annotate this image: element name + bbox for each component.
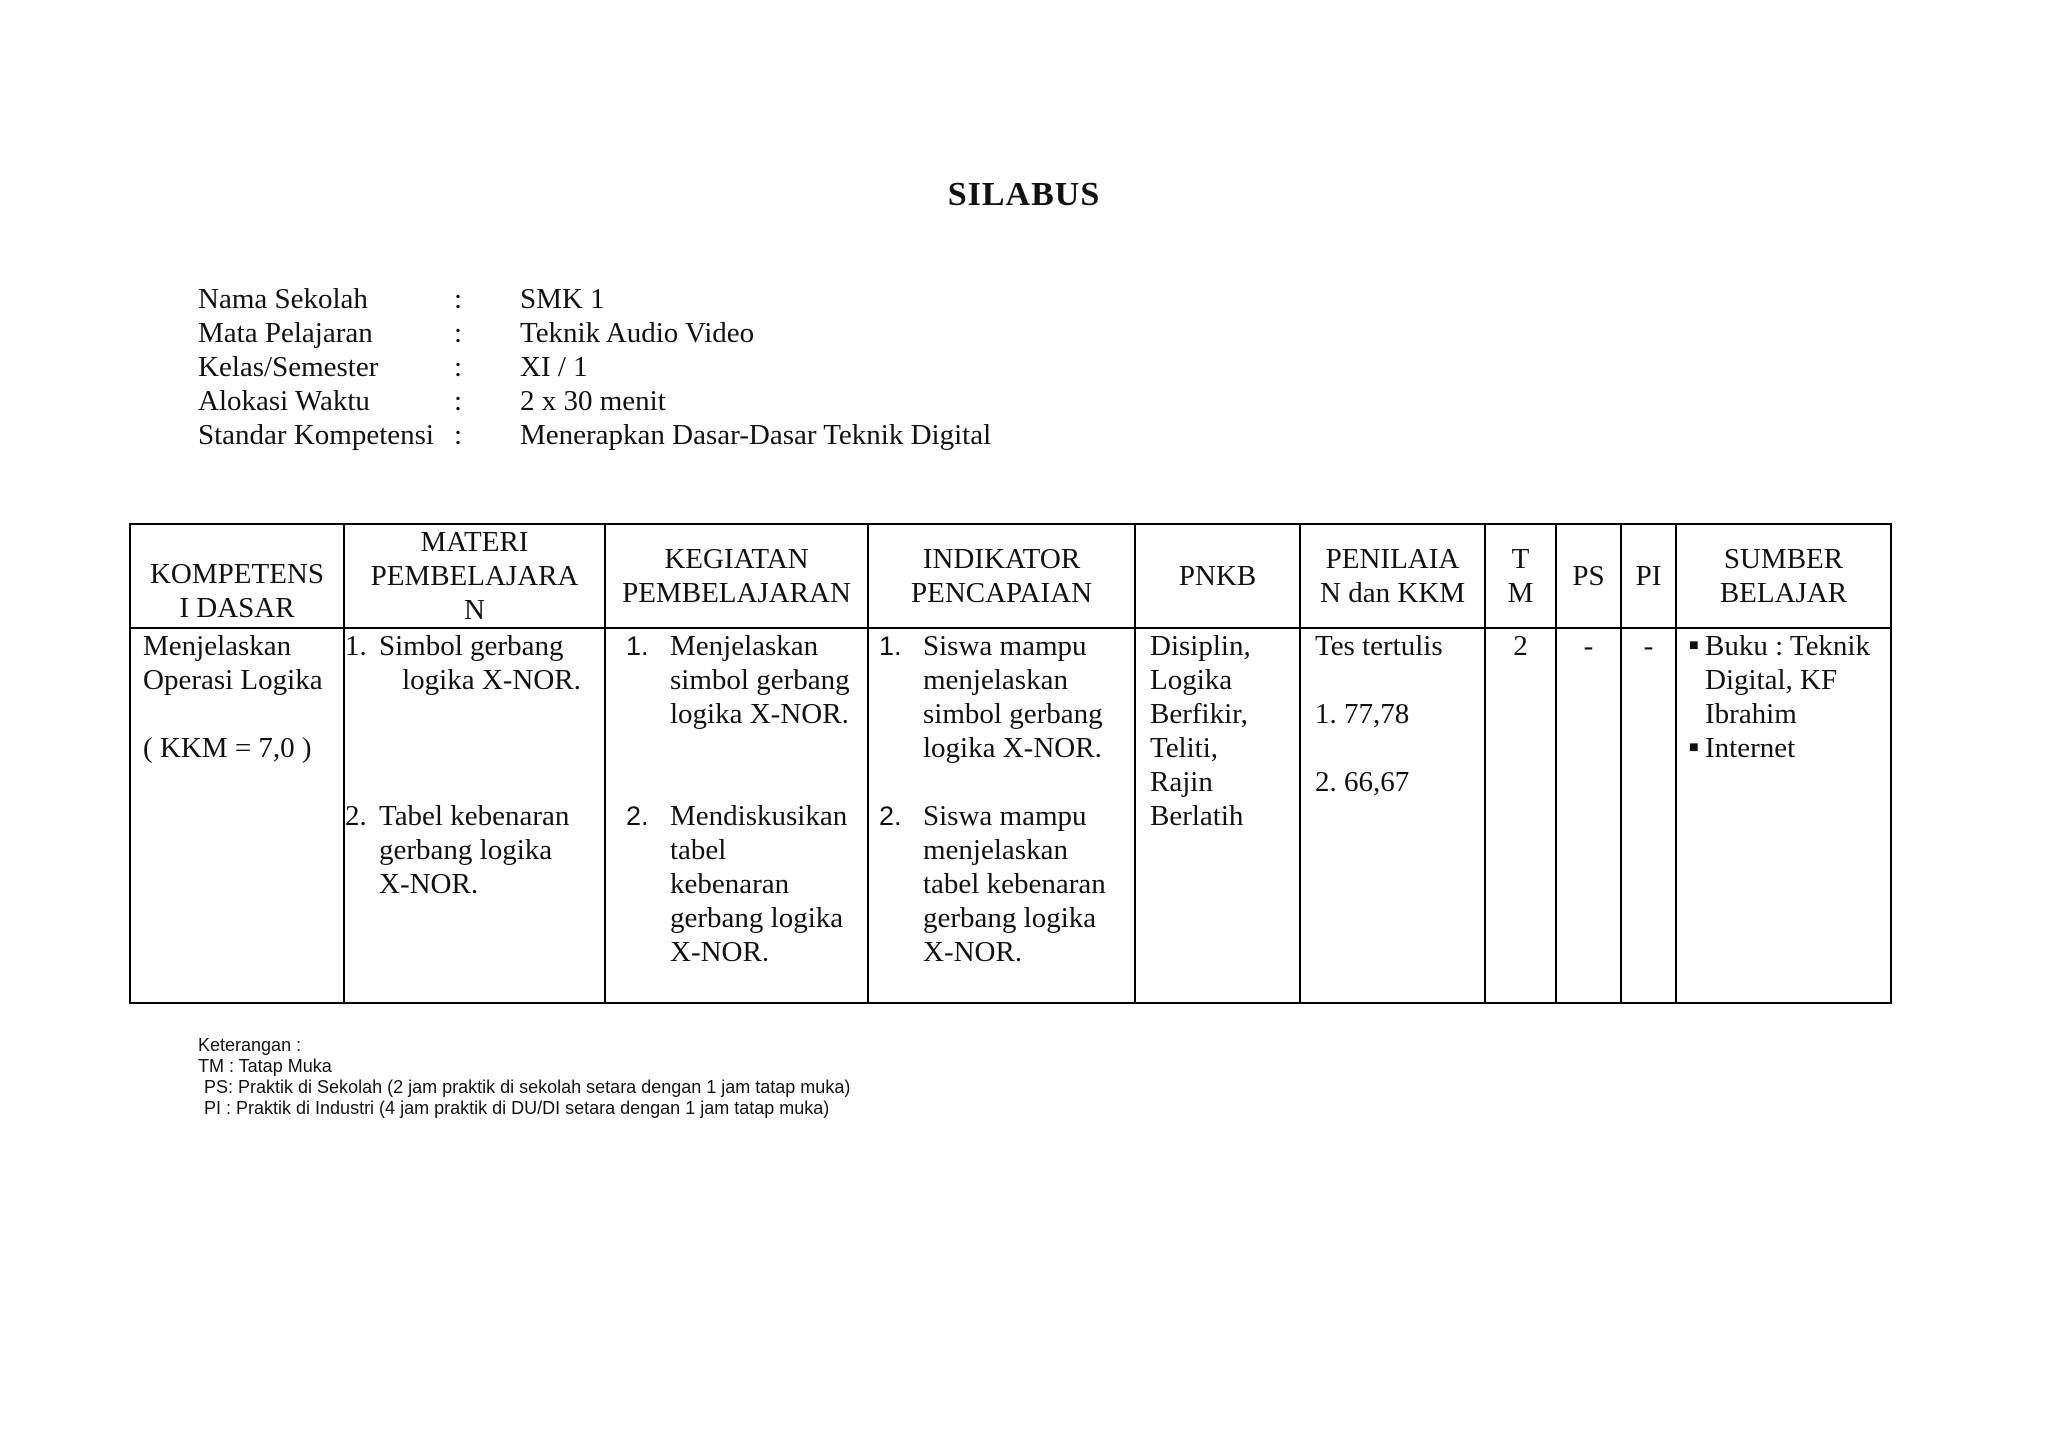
school-info [198,282,991,452]
header-penilaian [1300,524,1485,628]
document-title: SILABUS [947,176,1101,213]
list-item [1685,629,1890,731]
header-line: M [1507,577,1534,609]
info-label: Standar Kompetensi [198,419,434,451]
info-colon: : [454,385,463,417]
info-row-time [198,384,991,418]
list-item [626,799,867,969]
item-line: simbol gerbang [923,698,1103,730]
pnkb-line: Berfikir, [1150,698,1248,730]
assessment-score: 1. 77,78 [1315,698,1410,730]
assessment-title: Tes tertulis [1315,630,1443,662]
header-line: N [464,594,485,626]
notes [198,1035,850,1119]
pnkb-line: Disiplin, [1150,630,1251,662]
note-ps: PS: Praktik di Sekolah (2 jam praktik di sekolah setara dengan 1 jam tatap muka) [204,1077,851,1097]
kd-line: Menjelaskan [143,630,292,662]
header-line: I DASAR [179,592,295,624]
info-colon: : [454,317,463,349]
info-colon: : [454,283,463,315]
info-value: XI / 1 [520,351,588,383]
info-colon: : [454,351,463,383]
kd-line: Operasi Logika [143,664,323,696]
item-line: Digital, KF [1705,664,1838,696]
header-indikator [868,524,1135,628]
list-item [626,629,867,731]
header-materi [344,524,605,628]
kegiatan-list [606,629,867,969]
item-line: menjelaskan [923,834,1068,866]
header-line: T [1511,543,1530,575]
info-row-school [198,282,991,316]
item-line: Tabel kebenaran [379,800,570,832]
info-value: 2 x 30 menit [520,385,666,417]
item-number: 1. [879,631,902,661]
materi-list [345,629,604,901]
list-item [345,799,604,901]
item-line: Internet [1705,732,1796,764]
item-line: gerbang logika [670,902,844,934]
header-line: KEGIATAN [664,543,809,575]
item-number: 1. [345,630,367,662]
info-value: Menerapkan Dasar-Dasar Teknik Digital [520,419,992,451]
header-line: BELAJAR [1719,577,1848,609]
sumber-list [1677,629,1890,765]
cell-kompetensi-dasar [130,628,344,1003]
info-label: Mata Pelajaran [198,317,373,349]
item-line: tabel [670,834,727,866]
cell-ps: - [1556,628,1621,1003]
item-line: X-NOR. [670,936,770,968]
cell-indikator [868,628,1135,1003]
header-sumber [1676,524,1891,628]
item-line: logika X-NOR. [670,698,849,730]
header-kegiatan [605,524,868,628]
header-ps: PS [1556,524,1621,628]
pnkb-line: Teliti, [1150,732,1219,764]
list-item [879,799,1134,969]
item-line: gerbang logika [923,902,1097,934]
cell-pnkb [1135,628,1300,1003]
item-line: Siswa mampu [923,800,1087,832]
header-line: SUMBER [1723,543,1844,575]
item-number: 2. [879,801,902,831]
cell-kegiatan [605,628,868,1003]
item-line: gerbang logika [379,834,553,866]
info-label: Kelas/Semester [198,351,379,383]
item-line: Simbol gerbang [379,630,564,662]
header-line: PEMBELAJARAN [622,577,851,609]
item-number: 1. [626,631,649,661]
item-line: kebenaran [670,868,790,900]
list-item [879,629,1134,765]
assessment-score: 2. 66,67 [1315,766,1410,798]
kkm-value: ( KKM = 7,0 ) [143,732,312,764]
info-colon: : [454,419,463,451]
cell-tm: 2 [1485,628,1556,1003]
cell-pi: - [1621,628,1676,1003]
pnkb-line: Logika [1150,664,1233,696]
info-row-competency [198,418,991,452]
item-line: logika X-NOR. [402,664,581,696]
notes-heading: Keterangan : [198,1035,302,1055]
info-row-class [198,350,991,384]
info-label: Nama Sekolah [198,283,368,315]
header-line: PENILAIA [1325,543,1460,575]
indikator-list [869,629,1134,969]
list-item [1685,731,1890,765]
note-tm: TM : Tatap Muka [198,1056,332,1076]
header-kompetensi-dasar [130,524,344,628]
bullet-icon: ■ [1689,739,1699,756]
item-line: Menjelaskan [670,630,819,662]
cell-penilaian [1300,628,1485,1003]
bullet-icon: ■ [1689,637,1699,654]
item-line: Siswa mampu [923,630,1087,662]
item-line: tabel kebenaran [923,868,1106,900]
header-pnkb: PNKB [1135,524,1300,628]
header-line: PEMBELAJARA [370,560,579,592]
item-line: Ibrahim [1705,698,1797,730]
item-number: 2. [345,800,367,832]
item-line: Mendiskusikan [670,800,848,832]
table-header-row [130,524,1891,628]
header-line: MATERI [420,526,529,558]
header-tm [1485,524,1556,628]
list-item [345,629,604,697]
header-line: N dan KKM [1320,577,1465,609]
info-row-subject [198,316,991,350]
table-row [130,628,1891,1003]
info-label: Alokasi Waktu [198,385,370,417]
item-line: logika X-NOR. [923,732,1102,764]
syllabus-table [129,523,1892,1004]
note-pi: PI : Praktik di Industri (4 jam praktik di DU/DI setara dengan 1 jam tatap muka) [204,1098,830,1118]
pnkb-line: Berlatih [1150,800,1244,832]
header-line: KOMPETENS [149,558,324,590]
pnkb-line: Rajin [1150,766,1213,798]
header-line: INDIKATOR [922,543,1081,575]
item-line: menjelaskan [923,664,1068,696]
cell-materi [344,628,605,1003]
header-pi: PI [1621,524,1676,628]
item-line: simbol gerbang [670,664,850,696]
item-line: X-NOR. [379,868,479,900]
item-line: Buku : Teknik [1705,630,1870,662]
header-line: PENCAPAIAN [910,577,1093,609]
info-value: Teknik Audio Video [520,317,755,349]
item-line: X-NOR. [923,936,1023,968]
info-value: SMK 1 [520,283,605,315]
cell-sumber [1676,628,1891,1003]
item-number: 2. [626,801,649,831]
